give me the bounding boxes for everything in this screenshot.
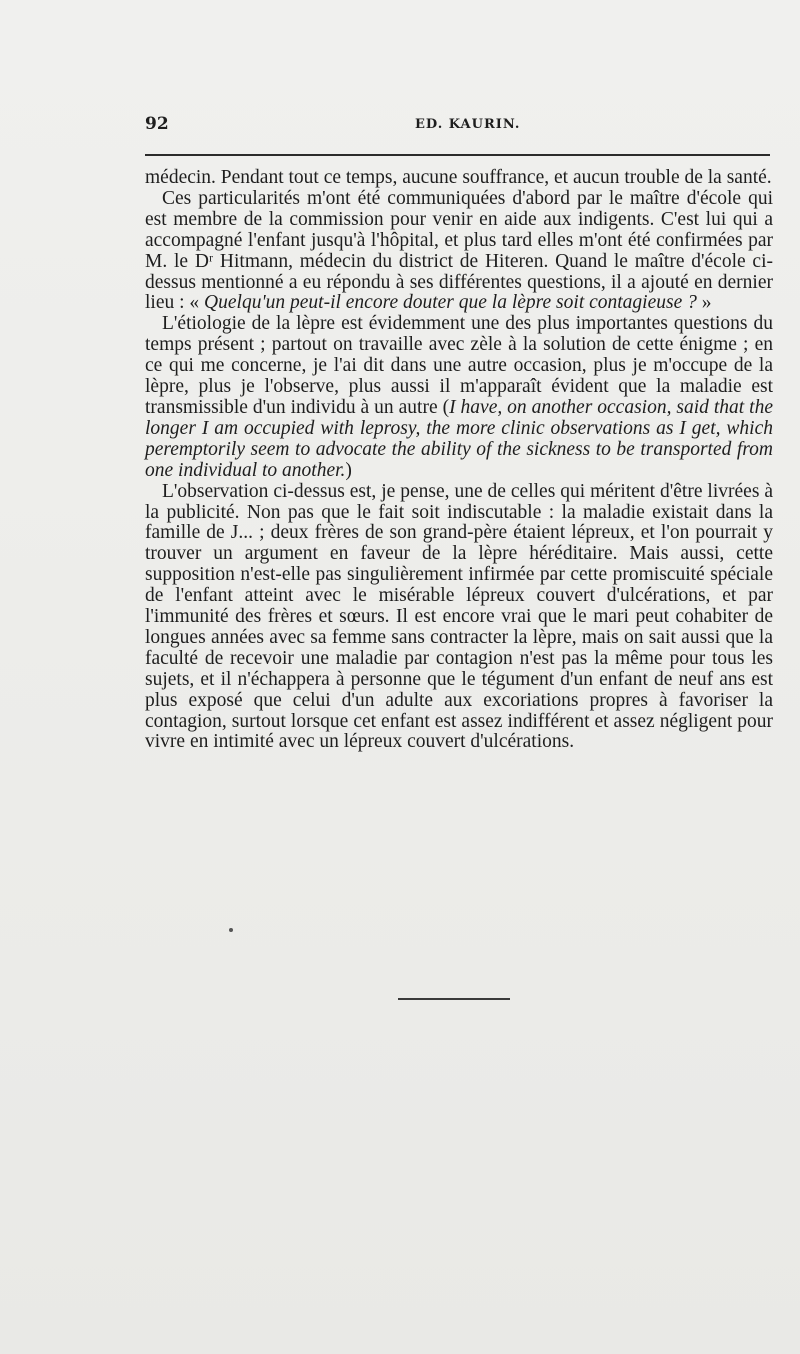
page-header xyxy=(145,114,770,142)
quote-italic: Quelqu'un peut-il encore douter que la lèpre soit contagieuse ? xyxy=(204,292,697,314)
end-ornament-rule xyxy=(398,998,510,1000)
body-text xyxy=(145,168,773,753)
paragraph-2: Ces particularités m'ont été communiquées d'abord par le maître d'école qui est membre de la commission pour venir en aide aux indigents. C'est lui qui a accompagné l'enfant jusqu'à l'hôpital, et plus tard elles m'ont été confirmées par M. le Dʳ Hitmann, médecin du district de Hiteren. Quand le maître d'école ci-dessus mentionné a eu répondu à ses différentes questions, il a ajouté en dernier lieu : « Quelqu'un peut-il encore douter que la lèpre soit contagieuse ? » xyxy=(145,187,773,314)
paragraph-4: L'observation ci-dessus est, je pense, une de celles qui méritent d'être livrées à la publicité. Non pas que le fait soit indiscutable : la maladie existait dans la famille de J... ; deux frères de son grand-père étaient lépreux, et l'on pourrait y trouver un argument en faveur de la lèpre héréditaire. Mais aussi, cette supposition n'est-elle pas singulièrement infirmée par cette promiscuité spéciale de l'enfant atteint avec le misérable lépreux couvert d'ulcérations, et par l'immunité des frères et sœurs. Il est encore vrai que le mari peut cohabiter de longues années avec sa femme sans contracter la lèpre, mais on sait aussi que la faculté de recevoir une maladie par contagion n'est pas la même pour tous les sujets, et il n'échappera à personne que le tégument d'un enfant de neuf ans est plus exposé que celui d'un adulte aux excoriations propres à favoriser la contagion, surtout lorsque cet enfant est assez indifférent et assez négligent pour vivre en intimité avec un lépreux couvert d'ulcérations. xyxy=(145,480,773,753)
header-rule xyxy=(145,154,770,156)
paragraph-3: L'étiologie de la lèpre est évidemment une des plus importantes questions du temps présent ; partout on travaille avec zèle à la solution de cette énigme ; en ce qui me concerne, je l'ai dit dans une autre occasion, plus je m'occupe de la lèpre, plus je l'observe, plus aussi il m'apparaît évident que la maladie est transmissible d'un individu à un autre (I have, on another occasion, said that the longer I am occupied with leprosy, the more clinic observations as I get, which peremptorily seem to advocate the ability of the sickness to be transported from one individual to another.) xyxy=(145,313,774,481)
english-quote-italic: I have, on another occasion, said that the longer I am occupied with leprosy, the more clinic observations as I get, which peremptorily seem to advocate the ability of the sickness to be transported from one individual to another. xyxy=(145,396,774,481)
page-number: 92 xyxy=(145,114,169,134)
paragraph-1: médecin. Pendant tout ce temps, aucune souffrance, et aucun trouble de la santé. xyxy=(145,167,772,188)
ink-speck xyxy=(229,928,233,932)
running-head: ED. KAURIN. xyxy=(415,117,521,132)
